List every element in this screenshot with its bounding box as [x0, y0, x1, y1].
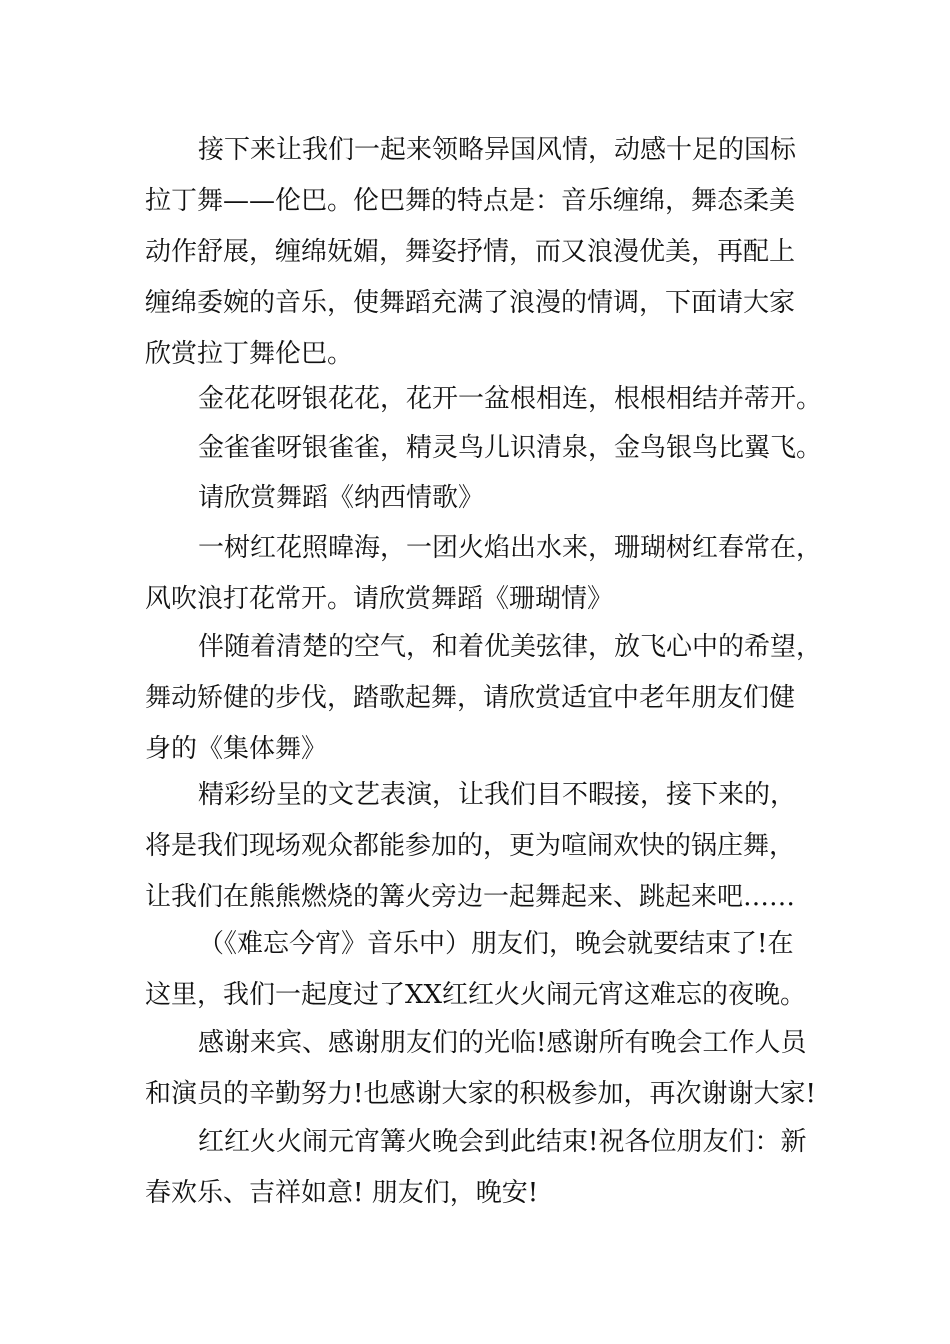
text-line: 感谢来宾、感谢朋友们的光临!感谢所有晚会工作人员: [198, 1028, 807, 1058]
paragraph-thanks: [145, 1018, 816, 1120]
text-line: 金花花呀银花花，花开一盆根相连，根根相结并蒂开。: [198, 384, 823, 414]
text-line: 红红火火闹元宵篝火晚会到此结束!祝各位朋友们：新: [198, 1127, 807, 1157]
paragraph-rumba-intro: [145, 125, 810, 380]
text-line: 身的《集体舞》: [145, 734, 328, 764]
text-line: 风吹浪打花常开。请欣赏舞蹈《珊瑚情》: [145, 584, 614, 614]
paragraph-coral-dance: [145, 523, 823, 625]
text-line: 拉丁舞——伦巴。伦巴舞的特点是：音乐缠绵，舞态柔美: [145, 186, 796, 216]
paragraph-farewell: [145, 1117, 810, 1219]
paragraph-verse-gold-bird: [145, 423, 823, 474]
text-line: 春欢乐、吉祥如意! 朋友们，晚安!: [145, 1178, 539, 1208]
paragraph-closing-night: [145, 919, 810, 1021]
paragraph-verse-gold-flower: [145, 374, 823, 425]
text-line: 接下来让我们一起来领略异国风情，动感十足的国标: [198, 135, 797, 165]
text-line: 这里，我们一起度过了XX红红火火闹元宵这难忘的夜晚。: [145, 980, 807, 1010]
text-line: 将是我们现场观众都能参加的，更为喧闹欢快的锅庄舞，: [145, 831, 796, 861]
text-line: 动作舒展，缠绵妩媚，舞姿抒情，而又浪漫优美，再配上: [145, 237, 796, 267]
text-line: 舞动矫健的步伐，踏歌起舞，请欣赏适宜中老年朋友们健: [145, 683, 796, 713]
text-line: （《难忘今宵》音乐中）朋友们，晚会就要结束了!在: [198, 929, 794, 959]
paragraph-naxi-song: [145, 473, 810, 524]
text-line: 让我们在熊熊燃烧的篝火旁边一起舞起来、跳起来吧……: [145, 882, 796, 912]
text-line: 伴随着清楚的空气，和着优美弦律，放飞心中的希望，: [198, 632, 823, 662]
text-line: 金雀雀呀银雀雀，精灵鸟儿识清泉，金鸟银鸟比翼飞。: [198, 433, 823, 463]
text-line: 请欣赏舞蹈《纳西情歌》: [198, 483, 485, 513]
text-line: 缠绵委婉的音乐，使舞蹈充满了浪漫的情调，下面请大家: [145, 288, 796, 318]
text-line: 和演员的辛勤努力!也感谢大家的积极参加，再次谢谢大家!: [145, 1079, 816, 1109]
paragraph-guozhuang-dance: [145, 770, 810, 923]
paragraph-group-dance: [145, 622, 823, 775]
text-line: 精彩纷呈的文艺表演，让我们目不暇接，接下来的，: [198, 780, 797, 810]
text-line: 一树红花照暐海，一团火焰出水来，珊瑚树红春常在，: [198, 533, 823, 563]
text-line: 欣赏拉丁舞伦巴。: [145, 339, 354, 369]
